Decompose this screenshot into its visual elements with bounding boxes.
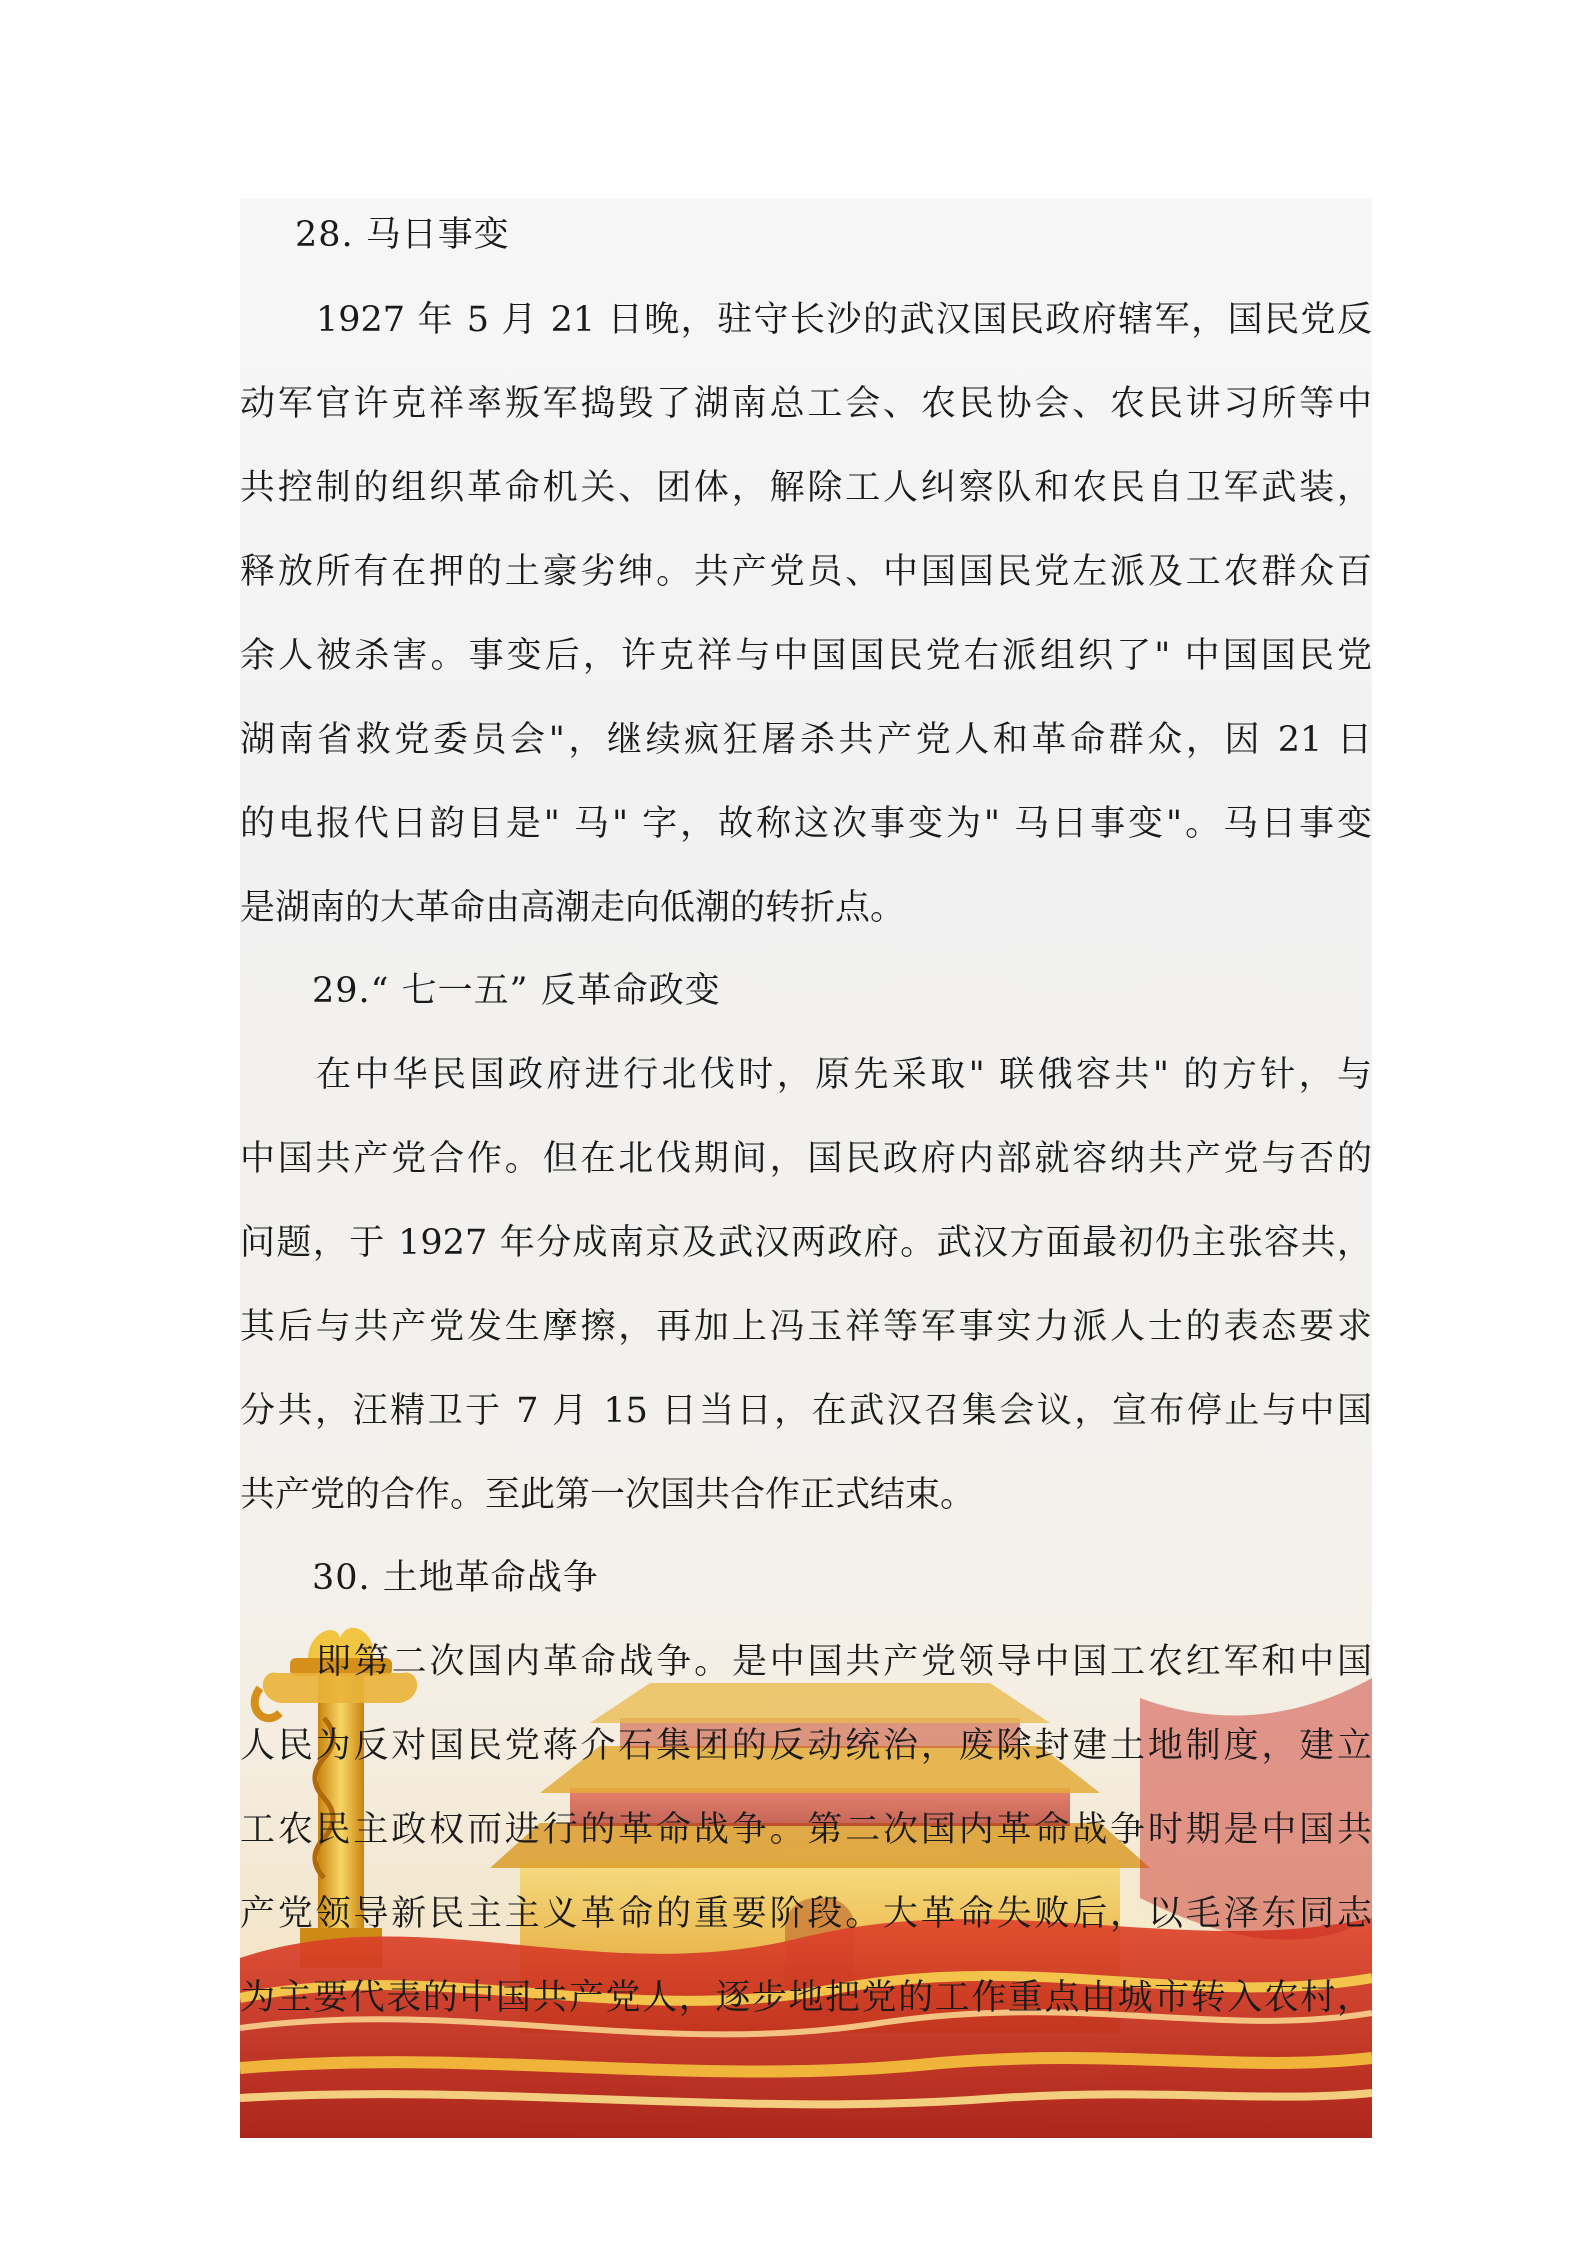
paragraph-line: 即第二次国内革命战争。是中国共产党领导中国工农红军和中国 (316, 1642, 1372, 1682)
paragraph-line: 共产党的合作。至此第一次国共合作正式结束。 (240, 1475, 976, 1515)
paragraph-line: 动军官许克祥率叛军捣毁了湖南总工会、农民协会、农民讲习所等中 (240, 384, 1372, 424)
paragraph-line: 在中华民国政府进行北伐时，原先采取" 联俄容共" 的方针，与 (316, 1055, 1372, 1095)
document-page (240, 198, 1372, 2138)
paragraph-line: 是湖南的大革命由高潮走向低潮的转折点。 (240, 888, 906, 928)
paragraph-line: 分共，汪精卫于 7 月 15 日当日，在武汉召集会议，宣布停止与中国 (240, 1391, 1372, 1431)
paragraph-line: 其后与共产党发生摩擦，再加上冯玉祥等军事实力派人士的表态要求 (240, 1307, 1372, 1347)
paragraph-line: 释放所有在押的土豪劣绅。共产党员、中国国民党左派及工农群众百 (240, 552, 1372, 592)
paragraph-line: 共控制的组织革命机关、团体，解除工人纠察队和农民自卫军武装， (240, 468, 1372, 508)
paragraph-line: 湖南省救党委员会"，继续疯狂屠杀共产党人和革命群众，因 21 日 (240, 720, 1372, 760)
paragraph-line: 为主要代表的中国共产党人，逐步地把党的工作重点由城市转入农村， (240, 1978, 1372, 2018)
paragraph-line: 的电报代日韵目是" 马" 字，故称这次事变为" 马日事变"。马日事变 (240, 804, 1372, 844)
paragraph-line: 问题，于 1927 年分成南京及武汉两政府。武汉方面最初仍主张容共， (240, 1223, 1372, 1263)
paragraph-line: 工农民主政权而进行的革命战争。第二次国内革命战争时期是中国共 (240, 1810, 1372, 1850)
paragraph-line: 人民为反对国民党蒋介石集团的反动统治，废除封建土地制度，建立 (240, 1726, 1372, 1766)
paragraph-line: 余人被杀害。事变后，许克祥与中国国民党右派组织了" 中国国民党 (240, 636, 1372, 676)
section-heading-28: 28. 马日事变 (295, 215, 510, 255)
section-heading-30: 30. 土地革命战争 (312, 1558, 599, 1598)
document-text (240, 198, 1372, 2138)
paragraph-line: 中国共产党合作。但在北伐期间，国民政府内部就容纳共产党与否的 (240, 1139, 1372, 1179)
paragraph-line: 产党领导新民主主义革命的重要阶段。大革命失败后，以毛泽东同志 (240, 1894, 1372, 1934)
paragraph-line: 1927 年 5 月 21 日晚，驻守长沙的武汉国民政府辖军，国民党反 (316, 300, 1372, 340)
section-heading-29: 29.“ 七一五” 反革命政变 (312, 971, 721, 1011)
